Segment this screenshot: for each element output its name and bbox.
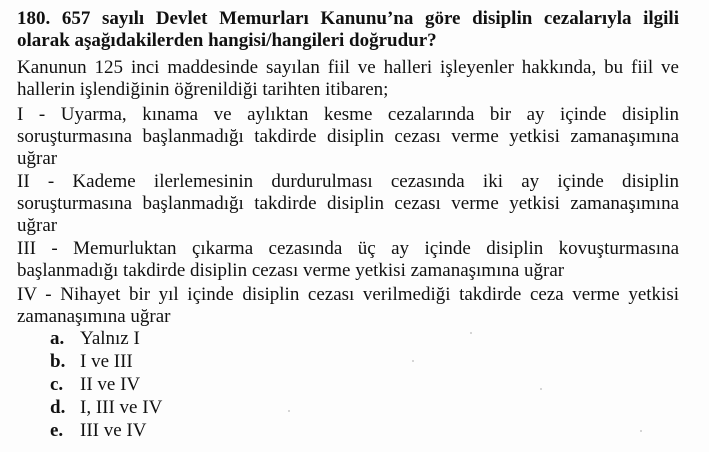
option-c [50, 374, 140, 396]
option-a-letter: a. [50, 328, 65, 349]
statement-3-line-1: III - Memurluktan çıkarma cezasında üç ay içinde disiplin kovuşturmasına [17, 238, 679, 259]
option-d-letter: d. [50, 397, 66, 418]
option-d-text: I, III ve IV [80, 397, 163, 418]
statement-4-line-2: zamanaşımına uğrar [17, 306, 171, 327]
statement-3-line-2: başlanmadığı takdirde disiplin cezası verme yetkisi zamanaşımına uğrar [17, 260, 565, 281]
scan-speck [470, 332, 472, 334]
option-e [50, 420, 146, 442]
statement-1-line-3: uğrar [17, 148, 58, 169]
statement-1-line-2: soruşturmasına başlanmadığı takdirde disiplin cezası verme yetkisi zamanaşımına [17, 126, 679, 147]
statement-2-line-1: II - Kademe ilerlemesinin durdurulması cezasında iki ay içinde disiplin [17, 171, 679, 192]
option-d [50, 397, 162, 419]
option-b-text: I ve III [80, 351, 133, 372]
option-e-text: III ve IV [80, 420, 147, 441]
question-title-line-1: 180. 657 sayılı Devlet Memurları Kanunu’na göre disiplin cezalarıyla ilgili [17, 8, 679, 29]
scan-speck [540, 388, 542, 390]
scan-speck [288, 410, 290, 412]
option-a [50, 328, 140, 350]
statement-1-line-1: I - Uyarma, kınama ve aylıktan kesme cezalarında bir ay içinde disiplin [17, 104, 679, 125]
question-title-line-2: olarak aşağıdakilerden hangisi/hangileri doğrudur? [17, 30, 437, 51]
option-b [50, 351, 133, 373]
scan-speck [412, 360, 414, 362]
statement-2-line-3: uğrar [17, 215, 58, 236]
intro-line-2: hallerin işlendiğinin öğrenildiği tarihten itibaren; [17, 79, 389, 100]
option-c-letter: c. [50, 374, 64, 395]
statement-4-line-1: IV - Nihayet bir yıl içinde disiplin cezası verilmediği takdirde ceza verme yetkisi [17, 284, 679, 305]
option-b-letter: b. [50, 351, 66, 372]
option-a-text: Yalnız I [80, 328, 140, 349]
option-c-text: II ve IV [80, 374, 141, 395]
scan-speck [640, 430, 642, 432]
statement-2-line-2: soruşturmasına başlanmadığı takdirde disiplin cezası verme yetkisi zamanaşımına [17, 193, 679, 214]
intro-line-1: Kanunun 125 inci maddesinde sayılan fiil ve halleri işleyenler hakkında, bu fiil ve [17, 57, 679, 78]
option-e-letter: e. [50, 420, 64, 441]
